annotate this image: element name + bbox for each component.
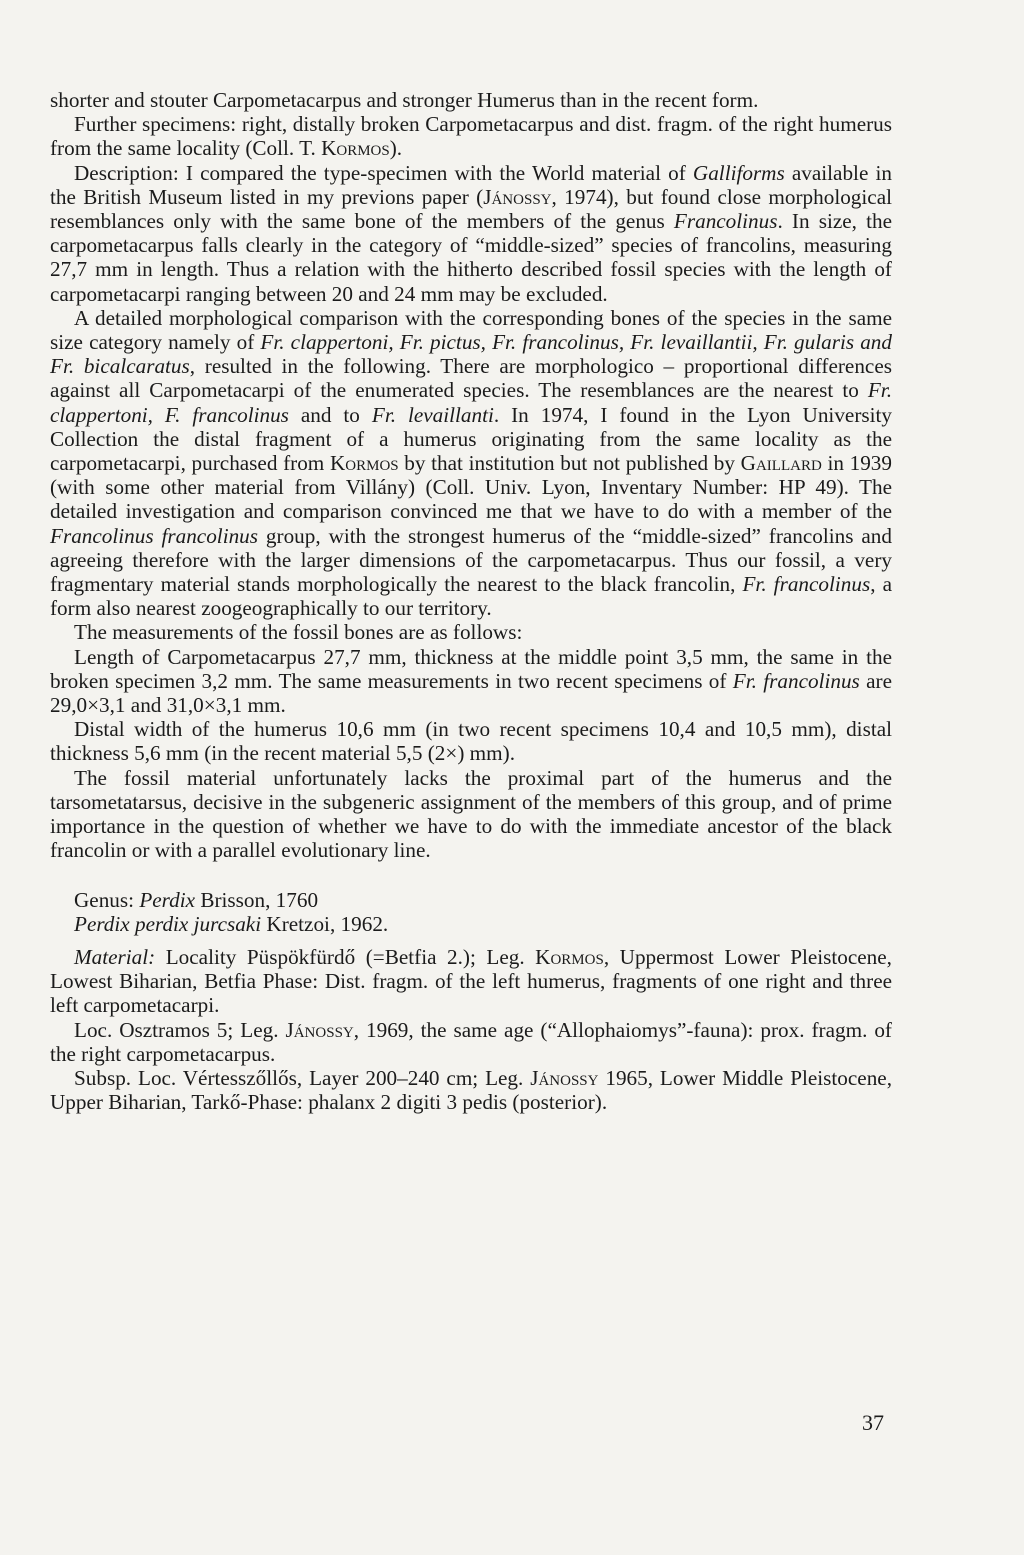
text-run: Subsp. Loc. Vértesszőllős, Layer 200–240 cm; Leg. [74, 1065, 531, 1090]
text-run: ). [389, 136, 403, 161]
text-run: Further specimens: right, distally broken Carpometacarpus and dist. fragm. of the right humerus from the same locality (Coll. T. [50, 112, 892, 161]
paragraph-humerus-measurements [50, 717, 892, 765]
genus-label: Genus: [74, 887, 140, 912]
text-run: , Uppermost Lower Pleistocene, Lowest Biharian, Betfia Phase: Dist. fragm. of the left humerus, fragments of one right and three left carpometacarpi. [50, 944, 892, 1018]
text-run: Description: I compared the type-specimen with the World material of [74, 160, 693, 185]
page-number: 37 [862, 1410, 884, 1435]
taxon-name: Fr. clappertoni, F. francolinus [50, 378, 892, 427]
taxon-author: Kretzoi, 1962. [261, 911, 389, 936]
text-run: . In 1974, I found in the Lyon University Collection the distal fragment of a humerus originating from the same locality as the carpometacarpi, purchased from [50, 402, 892, 476]
taxon-name: Galliforms [692, 160, 785, 185]
paragraph-text: shorter and stouter Carpometacarpus and stronger Humerus than in the recent form. [50, 88, 759, 112]
author-name: Jánossy [530, 1065, 599, 1090]
paragraph-locality-vertesszollos [50, 1066, 892, 1114]
paragraph-comparison [50, 306, 892, 621]
taxon-author: Brisson, 1760 [195, 887, 319, 912]
genus-heading [50, 888, 892, 912]
text-run: A detailed morphological comparison with the corresponding bones of the species in the same size category namely of [50, 305, 892, 355]
paragraph-carpometacarpus-measurements [50, 645, 892, 718]
taxon-name: Fr. levaillanti [371, 402, 494, 427]
text-run: , a form also nearest zoogeographically to our territory. [50, 572, 892, 621]
paragraph-text: The measurements of the fossil bones are as follows: [74, 620, 523, 645]
taxon-name: Francolinus francolinus [50, 523, 259, 548]
text-run: Locality Püspökfürdő (=Betfia 2.); Leg. [155, 944, 536, 969]
text-run: , 1969, the same age (“Allophaiomys”-fauna): prox. fragm. of the right carpometacarpus. [50, 1017, 892, 1066]
author-name: Gaillard [740, 451, 822, 476]
taxon-name: Perdix perdix jurcsaki [74, 911, 262, 936]
taxon-name: Francolinus [673, 209, 778, 234]
text-run: 1965, Lower Middle Pleistocene, Upper Biharian, Tarkő-Phase: phalanx 2 digiti 3 pedis (posterior). [50, 1065, 892, 1115]
text-run: Length of Carpometacarpus 27,7 mm, thickness at the middle point 3,5 mm, the same in the broken specimen 3,2 mm. The same measurements in two recent specimens of [50, 644, 892, 693]
species-heading [50, 912, 892, 936]
author-name: Kormos [321, 136, 390, 161]
paragraph-further-specimens [50, 112, 892, 160]
text-run: , resulted in the following. There are morphologico – proportional differences against all Carpometacarpi of the enumerated species. The resemblances are the nearest to [50, 354, 892, 403]
paragraph-description [50, 161, 892, 306]
author-name: Kormos [535, 944, 604, 969]
page-body [50, 88, 892, 1114]
text-run: . In size, the carpometacarpus falls clearly in the category of “middle-sized” species of francolins, measuring 27,7 mm in length. Thus a relation with the hitherto described fossil species with the length of carpometacarpi ranging between 20 and 24 mm may be excluded. [50, 209, 892, 306]
paragraph-text: Distal width of the humerus 10,6 mm (in two recent specimens 10,4 and 10,5 mm), distal thickness 5,6 mm (in the recent material 5,5 (2×) mm). [50, 717, 892, 766]
author-name: Jánossy [285, 1017, 354, 1042]
text-run: are 29,0×3,1 and 31,0×3,1 mm. [50, 668, 892, 718]
text-run: , 1974), but found close morphological resemblances only with the same bone of the members of the genus [50, 184, 892, 234]
text-run: available in the British Museum listed in my previons paper ( [50, 160, 892, 209]
taxon-name: Fr. clappertoni, Fr. pictus, Fr. francolinus, Fr. levaillantii, Fr. gularis and Fr. bicalcaratus [50, 330, 892, 379]
paragraph-locality-osztramos [50, 1018, 892, 1066]
text-run: in 1939 (with some other material from Villány) (Coll. Univ. Lyon, Inventary Number: HP 49). The detailed investigation and comparison convinced me that we have to do with a member of the [50, 451, 892, 524]
paragraph-text: The fossil material unfortunately lacks the proximal part of the humerus and the tarsometatarsus, decisive in the subgeneric assignment of the members of this group, and of prime importance in the question of whether we have to do with the immediate ancestor of the black francolin or with a parallel evolutionary line. [50, 765, 892, 863]
material-label: Material: [74, 944, 156, 969]
text-run: and to [288, 402, 372, 427]
paragraph-continuation [50, 88, 892, 112]
text-run: group, with the strongest humerus of the “middle-sized” francolins and agreeing therefore with the larger dimensions of the carpometacarpus. Thus our fossil, a very fragmentary material stands morphologically the nearest to the black francolin, [50, 523, 892, 597]
author-name: Jánossy [483, 184, 552, 209]
text-run: Loc. Osztramos 5; Leg. [74, 1017, 286, 1042]
taxon-name: Perdix [139, 887, 196, 912]
text-run: by that institution but not published by [398, 451, 741, 476]
author-name: Kormos [329, 451, 399, 476]
taxon-name: Fr. francolinus [732, 668, 860, 693]
paragraph-material [50, 945, 892, 1018]
paragraph-measurements-intro [50, 620, 892, 644]
taxon-name: Fr. francolinus [742, 572, 871, 597]
paragraph-conclusion [50, 766, 892, 863]
